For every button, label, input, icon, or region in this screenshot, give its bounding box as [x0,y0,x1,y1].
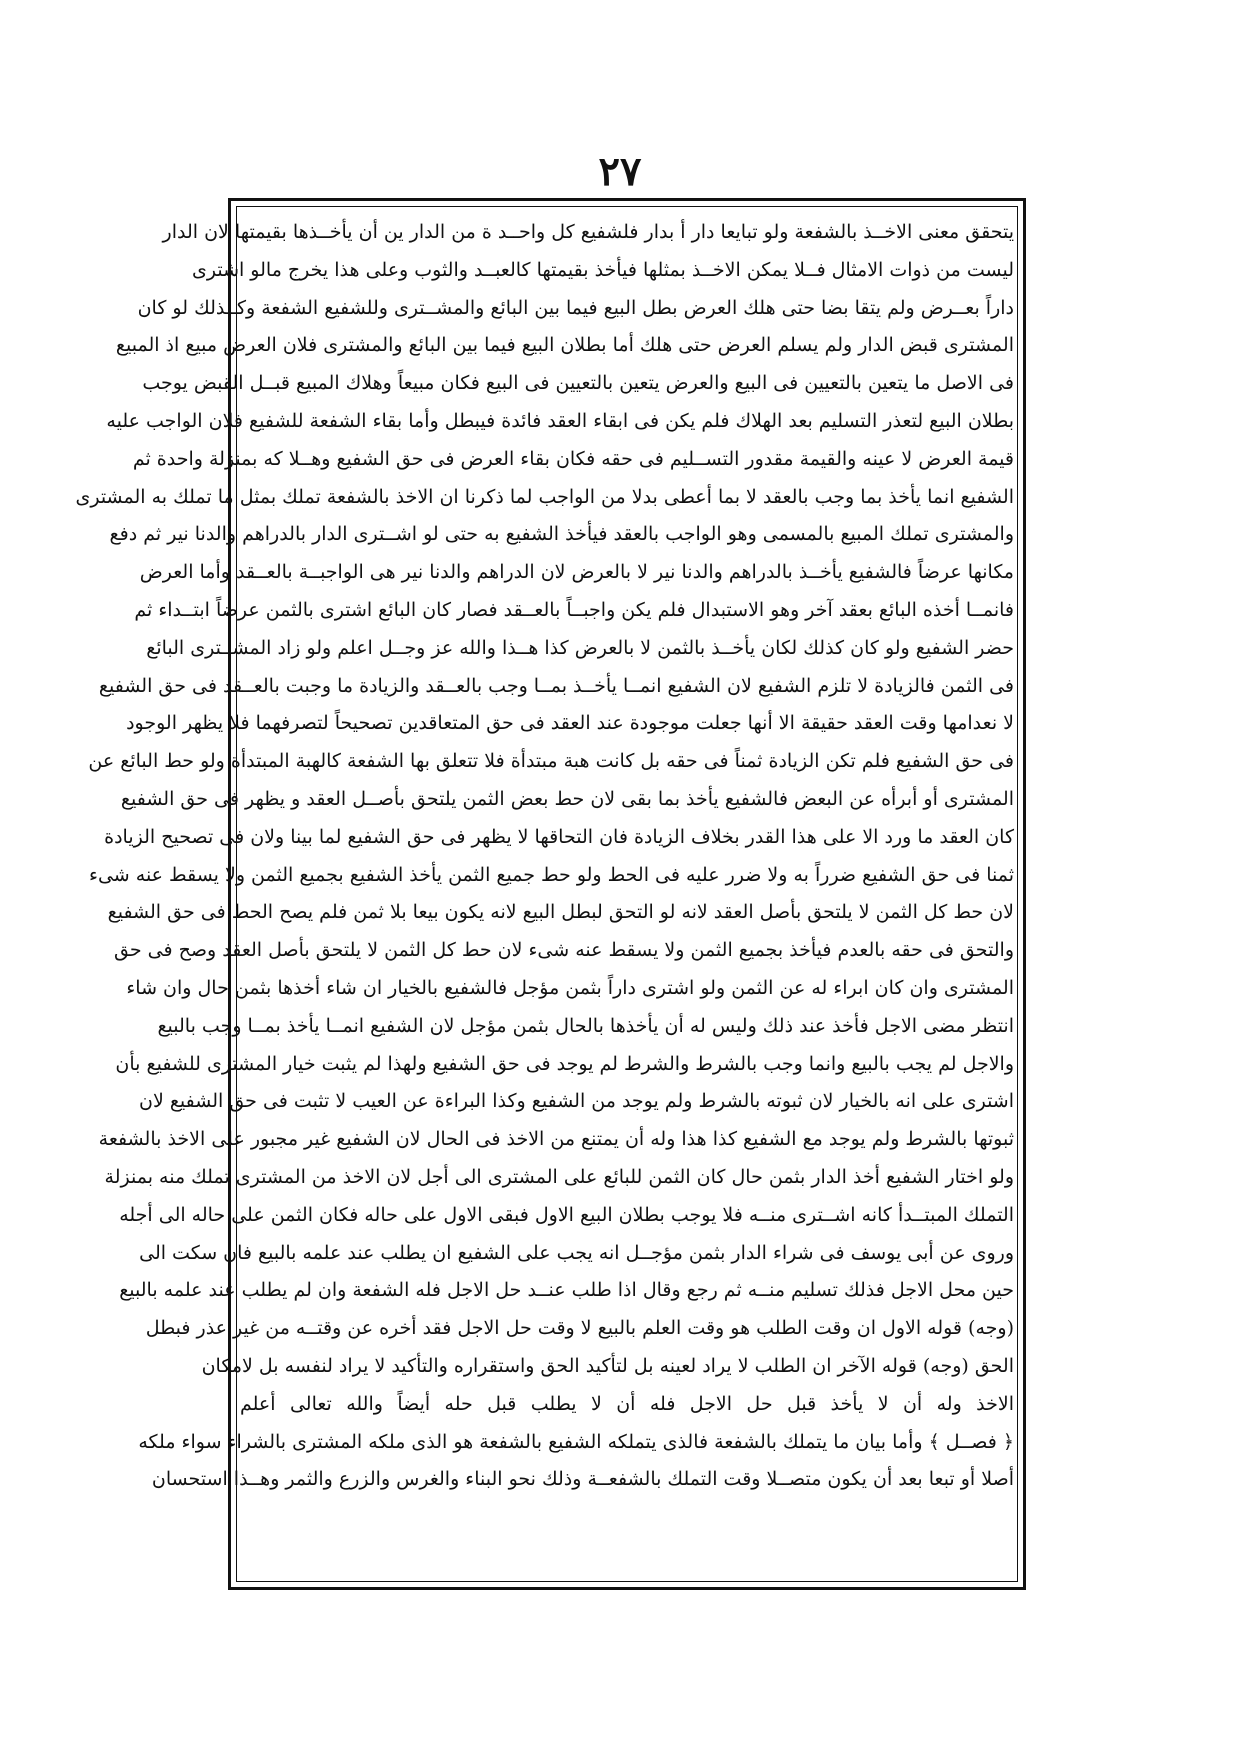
text-line: مكانها عرضاً فالشفيع يأخــذ بالدراهم والدنا نير لا بالعرض لان الدراهم والدنا نير هى الواجبــة بالعــقد وأما العرض [139,561,1014,584]
text-line: التملك المبتــدأ كانه اشــترى منــه فلا يوجب بطلان البيع الاول فبقى الاول على حاله فكان الثمن على حاله الى أجله [119,1203,1014,1226]
text-line: والاجل لم يجب بالبيع وانما وجب بالشرط والشرط لم يوجد فى حق الشفيع ولهذا لم يثبت خيار المشترى للشفيع بأن [115,1052,1014,1075]
text-line: الشفيع انما يأخذ بما وجب بالعقد لا بما أعطى بدلا من الواجب لما ذكرنا ان الاخذ بالشفعة تملك بمثل ما تملك به المشترى [75,485,1014,508]
text-line: لا نعدامها وقت العقد حقيقة الا أنها جعلت موجودة عند العقد فى حق المتعاقدين تصحيحاً لتصرفهما فلا يظهر الوجود [126,712,1014,735]
text-line: والمشترى تملك المبيع بالمسمى وهو الواجب بالعقد فيأخذ الشفيع به حتى لو اشــترى الدار بالدراهم والدنا نير ثم دفع [109,523,1014,546]
text-line: انتظر مضى الاجل فأخذ عند ذلك وليس له أن يأخذها بالحال بثمن مؤجل لان الشفيع انمــا يأخذ بمــا وجب بالبيع [157,1014,1014,1037]
text-line: المشترى أو أبرأه عن البعض فالشفيع يأخذ بما بقى لان حط بعض الثمن يلتحق بأصــل العقد و يظهر فى حق الشفيع [120,787,1014,810]
text-line: فانمــا أخذه البائع بعقد آخر وهو الاستبدال فلم يكن واجبــاً بالعــقد فصار كان البائع اشترى بالثمن عرضاً ابتــداء ثم [134,598,1014,621]
text-line: ثبوتها بالشرط ولم يوجد مع الشفيع كذا هذا وله أن يمتنع من الاخذ فى الحال لان الشفيع غير مجبور على الاخذ بالشفعة [98,1128,1014,1151]
text-line: حين محل الاجل فذلك تسليم منــه ثم رجع وقال اذا طلب عنــد حل الاجل فله الشفعة وان لم يطلب عند علمه بالبيع [119,1279,1014,1302]
page-number: ٢٧ [598,148,642,195]
body-text [75,214,1014,1578]
text-line: فى الاصل ما يتعين بالتعيين فى البيع والعرض يتعين بالتعيين فى البيع فكان مبيعاً وهلاك المبيع قبــل القبض يوجب [142,372,1014,395]
text-line: المشترى وان كان ابراء له عن الثمن ولو اشترى داراً بثمن مؤجل فالشفيع بالخيار ان شاء أخذها بثمن حال وان شاء [126,976,1014,999]
text-line: فى الثمن فالزيادة لا تلزم الشفيع لان الشفيع انمــا يأخــذ بمــا وجب بالعــقد والزيادة ما وجبت بالعــقد فى حق الشفيع [98,674,1014,697]
text-line: ﴿ فصــل ﴾ وأما بيان ما يتملك بالشفعة فالذى يتملكه الشفيع بالشفعة هو الذى ملكه المشترى بالشراء سواء ملكه [138,1430,1014,1453]
text-line: بطلان البيع لتعذر التسليم بعد الهلاك فلم يكن فى ابقاء العقد فائدة فيبطل وأما بقاء الشفعة للشفيع فلان الواجب عليه [106,409,1014,432]
text-line: لان حط كل الثمن لا يلتحق بأصل العقد لانه لو التحق لبطل البيع لانه يكون بيعا بلا ثمن فلم يصح الحط فى حق الشفيع [107,901,1014,924]
text-line: فى حق الشفيع فلم تكن الزيادة ثمناً فى حقه بل كانت هبة مبتدأة فلا تتعلق بها الشفعة كالهبة المبتدأة ولو حط البائع عن [88,750,1014,773]
text-line: قيمة العرض لا عينه والقيمة مقدور التســليم فى حقه فكان بقاء العرض فى حق الشفيع وهــلا كه بمنزلة واحدة ثم [132,447,1014,470]
text-line: والتحق فى حقه بالعدم فيأخذ بجميع الثمن ولا يسقط عنه شىء لان حط كل الثمن لا يلتحق بأصل العقد وصح فى حق [114,939,1014,962]
text-line: اشترى على انه بالخيار لان ثبوته بالشرط ولم يوجد من الشفيع وكذا البراءة عن العيب لا تثبت فى حق الشفيع لان [138,1090,1014,1113]
text-line: ولو اختار الشفيع أخذ الدار بثمن حال كان الثمن للبائع على المشترى الى أجل لان الاخذ من المشترى تملك منه بمنزلة [104,1165,1014,1188]
text-line: أصلا أو تبعا بعد أن يكون متصــلا وقت التملك بالشفعــة وذلك نحو البناء والغرس والزرع والثمر وهــذا استحسان [151,1468,1014,1491]
text-line: وروى عن أبى يوسف فى شراء الدار بثمن مؤجــل انه يجب على الشفيع ان يطلب عند علمه بالبيع فان سكت الى [139,1241,1014,1264]
text-line: كان العقد ما ورد الا على هذا القدر بخلاف الزيادة فان التحاقها لا يظهر فى حق الشفيع لما بينا ولان فى تصحيح الزيادة [104,825,1014,848]
text-line: الاخذ وله أن لا يأخذ قبل حل الاجل فله أن لا يطلب قبل حله أيضاً والله تعالى أعلم [240,1392,1014,1415]
text-line: حضر الشفيع ولو كان كذلك لكان يأخــذ بالثمن لا بالعرض كذا هــذا والله عز وجــل اعلم ولو زاد المشــترى البائع [146,636,1014,659]
text-line: يتحقق معنى الاخــذ بالشفعة ولو تبايعا دار أ بدار فلشفيع كل واحــد ة من الدار ين أن يأخــذها بقيمتها لان الدار [162,221,1014,243]
text-line: (وجه) قوله الاول ان وقت الطلب هو وقت العلم بالبيع لا وقت حل الاجل فقد أخره عن وقتــه من غير عذر فبطل [145,1317,1014,1340]
text-line: المشترى قبض الدار ولم يسلم العرض حتى هلك أما بطلان البيع فيما بين البائع والمشترى فلان العرض مبيع اذ المبيع [115,334,1014,357]
text-line: ليست من ذوات الامثال فــلا يمكن الاخــذ بمثلها فيأخذ بقيمتها كالعبــد والثوب وعلى هذا يخرج مالو اشترى [191,258,1014,281]
text-line: ثمنا فى حق الشفيع ضرراً به ولا ضرر عليه فى الحط ولو حط جميع الثمن يأخذ الشفيع بجميع الثمن ولا يسقط عنه شىء [89,863,1014,886]
text-line: داراً بعــرض ولم يتقا بضا حتى هلك العرض بطل البيع فيما بين البائع والمشــترى وللشفيع الشفعة وكــذلك لو كان [137,296,1014,319]
text-line: الحق (وجه) قوله الآخر ان الطلب لا يراد لعينه بل لتأكيد الحق واستقراره والتأكيد لا يراد لنفسه بل لامكان [201,1354,1014,1377]
